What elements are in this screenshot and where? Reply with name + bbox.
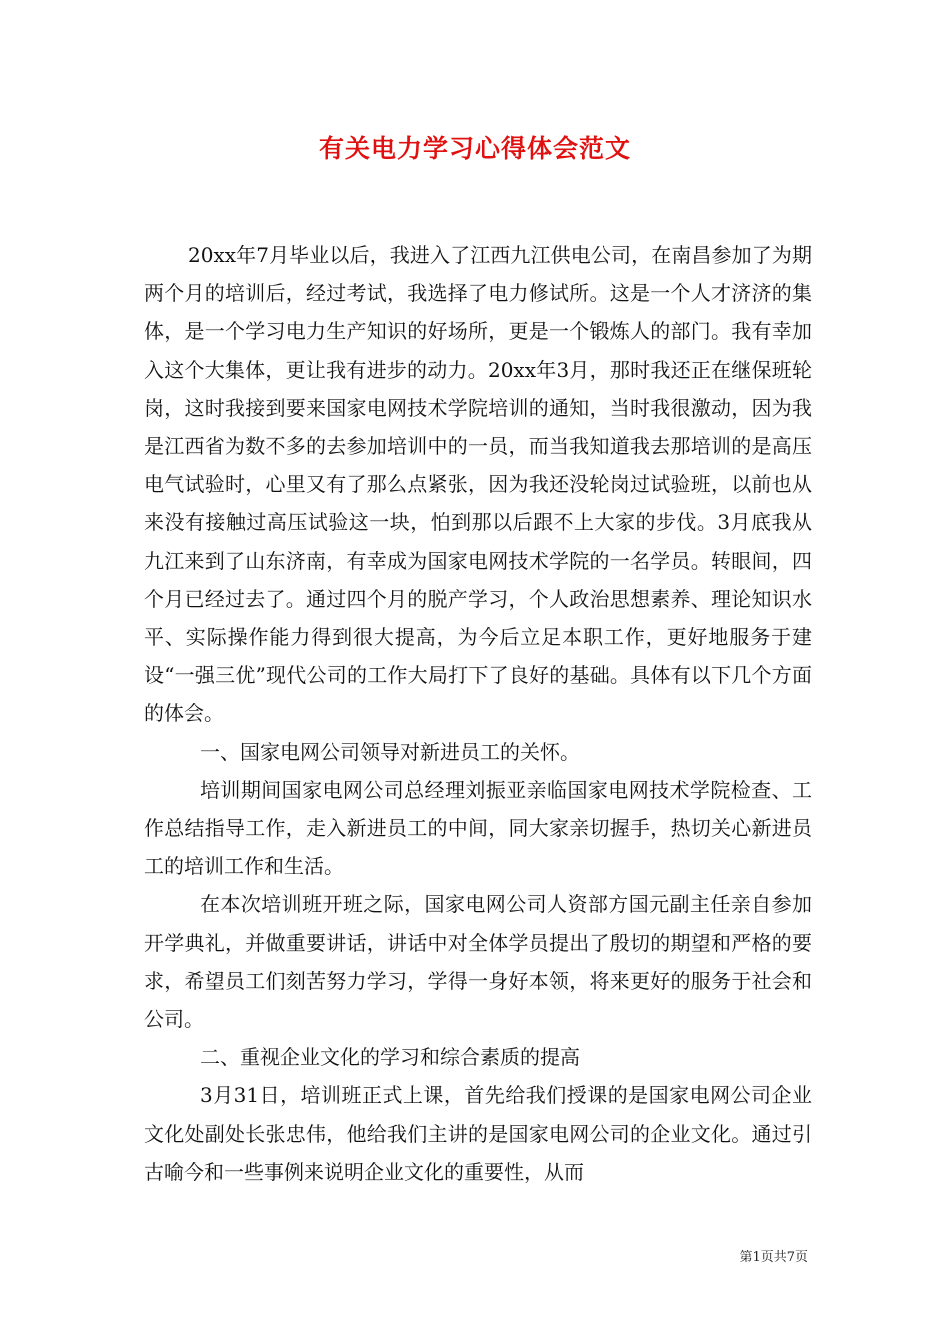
paragraph-intro: 20xx年7月毕业以后，我进入了江西九江供电公司，在南昌参加了为期两个月的培训后，经过考试，我选择了电力修试所。这是一个人才济济的集体，是一个学习电力生产知识的好场所，更是一个锻炼人的部门。我有幸加入这个大集体，更让我有进步的动力。20xx年3月，那时我还正在继保班轮岗，这时我接到要来国家电网技术学院培训的通知，当时我很激动，因为我是江西省为数不多的去参加培训中的一员，而当我知道我去那培训的是高压电气试验时，心里又有了那么点紧张，因为我还没轮岗过试验班，以前也从来没有接触过高压试验这一块，怕到那以后跟不上大家的步伐。3月底我从九江来到了山东济南，有幸成为国家电网技术学院的一名学员。转眼间，四个月已经过去了。通过四个月的脱产学习，个人政治思想素养、理论知识水平、实际操作能力得到很大提高，为今后立足本职工作，更好地服务于建设“一强三优”现代公司的工作大局打下了良好的基础。具体有以下几个方面的体会。 [144,243,812,726]
document-title: 有关电力学习心得体会范文 [318,134,631,163]
section-heading-2: 二、重视企业文化的学习和综合素质的提高 [200,1045,580,1070]
paragraph-culture-class: 3月31日，培训班正式上课，首先给我们授课的是国家电网公司企业文化处副处长张忠伟，他给我们主讲的是国家电网公司的企业文化。通过引古喻今和一些事例来说明企业文化的重要性，从而 [144,1083,812,1184]
paragraph-opening-ceremony: 在本次培训班开班之际，国家电网公司人资部方国元副主任亲自参加开学典礼，并做重要讲话，讲话中对全体学员提出了殷切的期望和严格的要求，希望员工们刻苦努力学习，学得一身好本领，将来更好的服务于社会和公司。 [144,892,812,1032]
page-number: 第1页共7页 [739,1250,808,1265]
section-heading-1: 一、国家电网公司领导对新进员工的关怀。 [200,739,580,764]
document-body [144,236,812,1191]
paragraph-leader-care: 培训期间国家电网公司总经理刘振亚亲临国家电网技术学院检查、工作总结指导工作，走入新进员工的中间，同大家亲切握手，热切关心新进员工的培训工作和生活。 [144,777,812,879]
